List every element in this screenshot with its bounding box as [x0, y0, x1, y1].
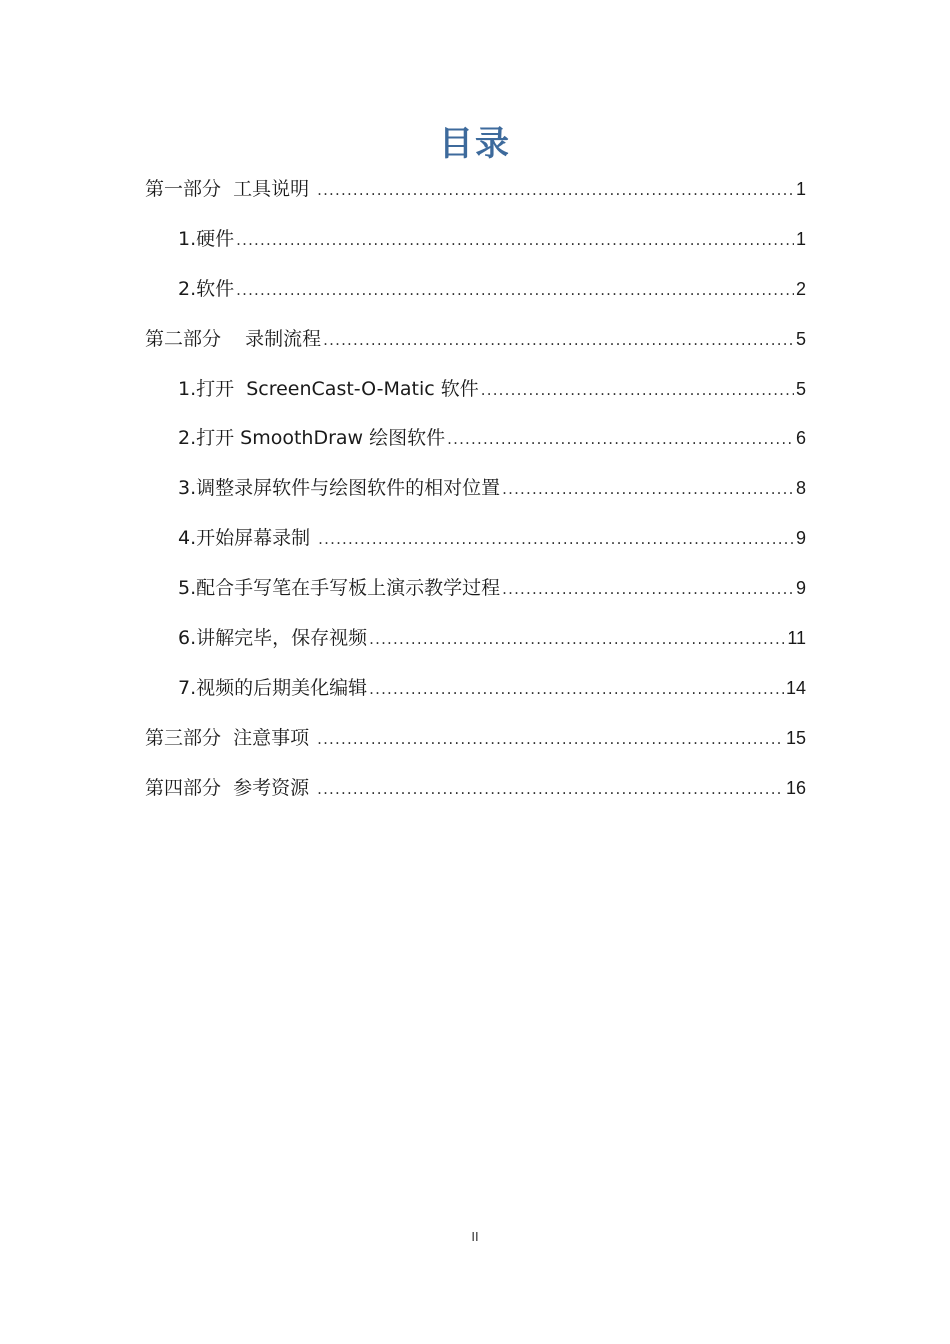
toc-entry-page: 1	[795, 228, 806, 249]
toc-entry-part-3[interactable]	[145, 723, 806, 773]
dot-leader	[502, 574, 794, 604]
toc-entry-adjust-position[interactable]	[145, 473, 806, 523]
toc-entry-page: 6	[795, 428, 806, 449]
toc-entry-page: 11	[787, 628, 806, 649]
toc-entry-text: 第三部分 注意事项	[145, 726, 316, 749]
toc-entry-text: 6.讲解完毕，保存视频	[178, 627, 368, 650]
toc-entry-page: 9	[795, 578, 806, 599]
dot-leader	[317, 724, 784, 754]
page-number: II	[471, 1229, 479, 1244]
dot-leader	[318, 524, 794, 554]
toc-entry-page: 2	[795, 278, 806, 299]
toc-entry-save-video[interactable]	[145, 623, 806, 673]
toc-entry-text: 2.打开 SmoothDraw 绘图软件	[178, 427, 446, 450]
toc-entry-text: 1.硬件	[178, 227, 235, 250]
toc-entry-text: 4.开始屏幕录制	[178, 527, 317, 550]
toc-entry-part-4[interactable]	[145, 773, 806, 823]
toc-entry-software[interactable]	[145, 274, 806, 324]
toc-entry-text: 2.软件	[178, 277, 235, 300]
toc-entry-text: 3.调整录屏软件与绘图软件的相对位置	[178, 477, 501, 500]
toc-entry-start-recording[interactable]	[145, 523, 806, 573]
toc-entry-page: 14	[785, 677, 806, 698]
toc-entry-page: 16	[785, 777, 806, 798]
toc-entry-open-smoothdraw[interactable]	[145, 423, 806, 473]
toc-entry-text: 1.打开 ScreenCast-O-Matic 软件	[178, 377, 479, 400]
dot-leader	[369, 624, 785, 654]
toc-list	[145, 174, 806, 823]
toc-entry-open-screencast[interactable]	[145, 374, 806, 424]
dot-leader	[323, 325, 794, 355]
dot-leader	[236, 275, 794, 305]
toc-entry-page: 1	[795, 179, 806, 199]
toc-entry-text: 第四部分 参考资源	[145, 776, 316, 799]
toc-entry-page: 5	[795, 328, 806, 349]
dot-leader	[369, 674, 784, 704]
toc-entry-text: 第二部分 录制流程	[145, 327, 322, 350]
dot-leader	[502, 474, 794, 504]
toc-title: 目录	[439, 124, 511, 164]
toc-entry-text: 第一部分 工具说明	[145, 178, 316, 200]
toc-entry-text: 5.配合手写笔在手写板上演示教学过程	[178, 577, 501, 600]
dot-leader	[481, 375, 794, 405]
dot-leader	[447, 424, 794, 454]
dot-leader	[236, 225, 794, 255]
toc-entry-page: 9	[795, 528, 806, 549]
toc-entry-demonstrate[interactable]	[145, 573, 806, 623]
toc-entry-part-2[interactable]	[145, 324, 806, 374]
toc-entry-post-editing[interactable]	[145, 673, 806, 723]
toc-entry-hardware[interactable]	[145, 224, 806, 274]
toc-entry-page: 8	[795, 478, 806, 499]
toc-entry-page: 15	[785, 727, 806, 748]
toc-entry-text: 7.视频的后期美化编辑	[178, 676, 368, 699]
toc-entry-part-1[interactable]	[145, 174, 806, 224]
dot-leader	[317, 175, 794, 205]
dot-leader	[317, 774, 784, 804]
toc-entry-page: 5	[795, 378, 806, 399]
